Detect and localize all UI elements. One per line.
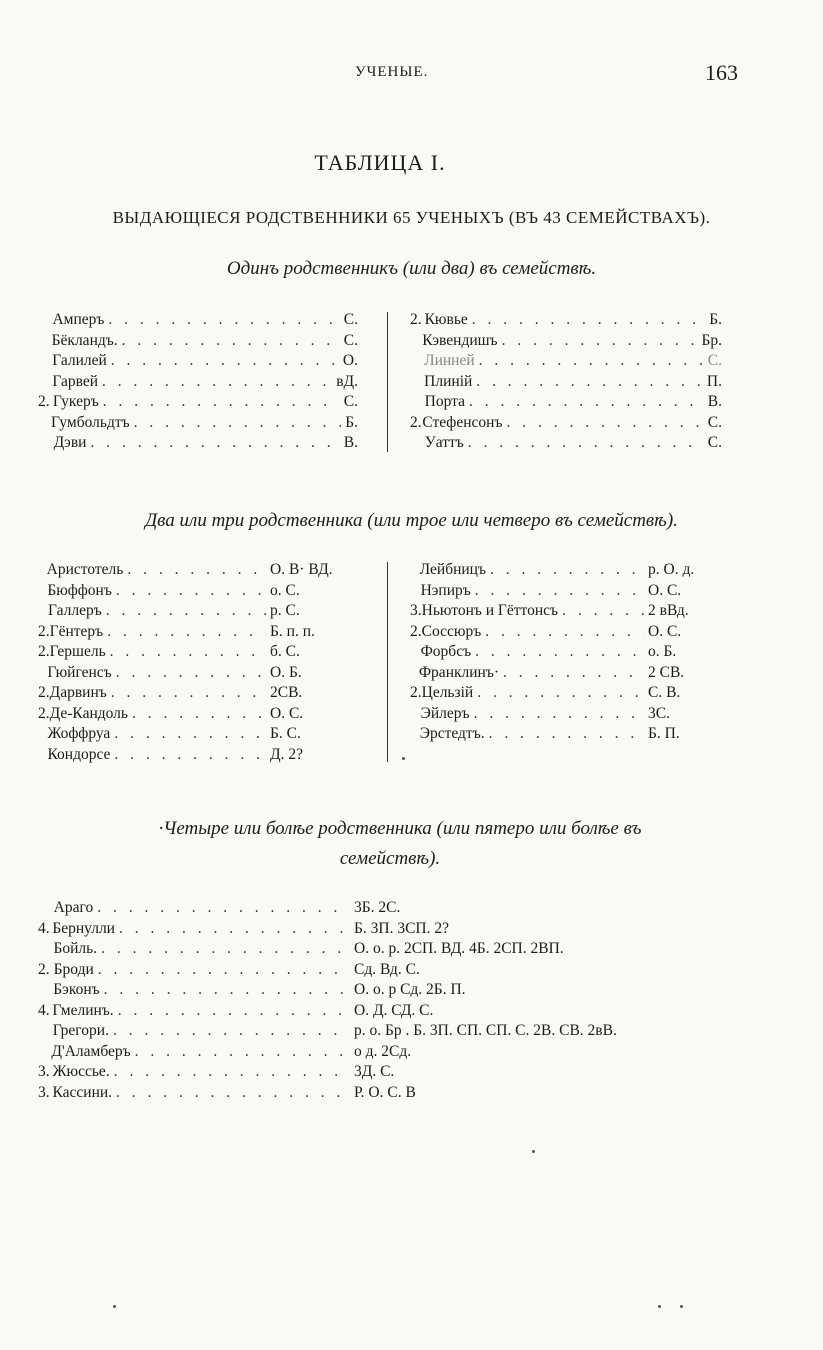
entry-number: 3.	[38, 1063, 50, 1080]
relatives-code: Сд. Вд. С.	[354, 960, 420, 978]
entry-number	[410, 642, 421, 663]
scientist-name: Гершель	[49, 643, 106, 660]
scientist-name: Кювье	[424, 311, 468, 328]
list-item	[38, 351, 358, 372]
relatives-code: С.	[707, 413, 722, 431]
column-divider	[387, 562, 388, 762]
section3-heading-line2: семействѣ).	[339, 848, 441, 869]
list-item	[38, 960, 778, 981]
scientist-name: Бюффонъ	[47, 581, 112, 599]
scientist-name: Кондорсе	[47, 745, 111, 763]
relatives-code: Д. 2?	[270, 745, 303, 763]
leader-dots	[471, 581, 644, 602]
scientist-name: Франклинъ·	[418, 663, 500, 681]
scientist-name: Де-Кандоль	[49, 704, 128, 722]
relatives-code: р. о. Бр . Б. 3П. СП. СП. С. 2В. СВ. 2вВ.	[354, 1022, 617, 1039]
scientist-name: Гумбольдтъ	[50, 413, 130, 431]
list-item	[38, 939, 778, 960]
list-item	[410, 433, 722, 454]
scientist-name: Дэви	[53, 434, 87, 451]
scientist-name: Гёнтеръ	[49, 622, 104, 640]
scientist-name: Стефенсонъ	[422, 413, 503, 431]
relatives-code: о. Б.	[648, 643, 677, 660]
entry-number	[410, 351, 424, 372]
scientist-name: Цельзій	[421, 684, 474, 701]
entry-number	[38, 1021, 53, 1042]
list-item	[410, 581, 728, 602]
scientist-name: Ньютонъ и Гёттонсъ	[421, 602, 559, 619]
scientist-name: Араго	[53, 899, 94, 916]
scientist-name: Порта	[424, 393, 466, 410]
list-item	[38, 683, 368, 704]
list-item	[410, 601, 728, 622]
leader-dots	[110, 1062, 348, 1083]
entry-number	[38, 939, 53, 960]
relatives-code: Р. О. С. В	[354, 1083, 416, 1101]
relatives-code: С. В.	[648, 684, 681, 701]
entry-number: 4.	[38, 1001, 50, 1019]
leader-dots	[464, 433, 704, 454]
entry-number	[410, 663, 419, 684]
section2-heading: Два или три родственника (или трое или четверо въ семействѣ).	[145, 510, 678, 531]
relatives-code: Б.	[345, 413, 358, 431]
list-item	[38, 704, 368, 725]
entry-number	[38, 601, 48, 622]
scientist-name: Жоффруа	[47, 725, 111, 742]
leader-dots	[131, 1042, 348, 1063]
relatives-code: О. Д. СД. С.	[354, 1001, 434, 1019]
page-number: 163	[705, 60, 738, 85]
scientist-name: Бэконъ	[53, 981, 100, 998]
entry-number: 2.	[410, 311, 422, 328]
relatives-code: О. Б.	[270, 663, 302, 681]
entry-number	[38, 724, 47, 745]
scientist-name: Соссюръ	[421, 622, 482, 640]
entry-number: 2.	[38, 393, 50, 410]
leader-dots	[98, 372, 332, 393]
scientist-name: Амперъ	[52, 311, 105, 328]
section2-left-list	[38, 560, 368, 765]
relatives-code: Б. 3П. 3СП. 2?	[354, 919, 450, 937]
relatives-code: 2 вВд.	[648, 602, 689, 619]
list-item	[410, 642, 728, 663]
list-item	[410, 683, 728, 704]
relatives-code: о. С.	[270, 581, 300, 599]
leader-dots	[468, 310, 705, 331]
relatives-code: о д. 2Сд.	[354, 1042, 412, 1060]
entry-number	[38, 980, 53, 1001]
scientist-name: Дарвинъ	[49, 684, 107, 701]
entry-number: 2.	[38, 622, 50, 640]
list-item	[38, 601, 368, 622]
leader-dots	[109, 1021, 348, 1042]
leader-dots	[502, 413, 703, 434]
section1-left-list	[38, 310, 358, 454]
leader-dots	[486, 560, 644, 581]
entry-number: 2.	[410, 684, 422, 701]
list-item	[410, 704, 728, 725]
scientist-name: Жюссье.	[52, 1063, 110, 1080]
relatives-code: 3С.	[648, 704, 670, 722]
relatives-code: Б. П.	[648, 725, 680, 742]
list-item	[38, 433, 358, 454]
scientist-name: Гукеръ	[52, 393, 99, 410]
ink-speck	[402, 757, 405, 760]
table-title: ТАБЛИЦА I.	[314, 150, 446, 175]
leader-dots	[118, 331, 340, 352]
scientist-name: Кэвендишъ	[422, 331, 498, 349]
list-item	[410, 413, 722, 434]
leader-dots	[465, 392, 704, 413]
scientist-name: Лейбницъ	[419, 561, 486, 578]
entry-number: 3.	[410, 602, 422, 619]
list-item	[38, 898, 778, 919]
section1-heading: Одинъ родственникъ (или два) въ семействѣ.	[226, 258, 597, 279]
relatives-code: О. С.	[270, 704, 304, 722]
ink-speck	[658, 1305, 661, 1308]
list-item	[38, 642, 368, 663]
entry-number	[38, 433, 54, 454]
list-item	[38, 663, 368, 684]
ink-speck	[113, 1305, 116, 1308]
leader-dots	[112, 663, 266, 684]
leader-dots	[106, 642, 266, 663]
leader-dots	[558, 601, 644, 622]
list-item	[38, 372, 358, 393]
relatives-code: Б. п. п.	[270, 622, 315, 640]
list-item	[410, 724, 728, 745]
scientist-name: Гмелинъ.	[52, 1001, 114, 1019]
relatives-code: С.	[343, 311, 358, 328]
leader-dots	[470, 704, 644, 725]
entry-number	[410, 372, 424, 393]
scientist-name: Линней	[424, 352, 475, 369]
leader-dots	[110, 745, 266, 766]
ink-speck	[680, 1305, 683, 1308]
entry-number	[38, 310, 52, 331]
relatives-code: В.	[707, 393, 722, 410]
list-item	[38, 980, 778, 1001]
scientist-name: Бернулли	[52, 919, 115, 937]
relatives-code: О. С.	[648, 622, 682, 640]
entry-number	[38, 1042, 51, 1063]
relatives-code: р. О. д.	[648, 561, 695, 578]
leader-dots	[99, 392, 340, 413]
section3-table	[38, 898, 778, 1103]
leader-dots	[100, 980, 348, 1001]
entry-number	[38, 581, 47, 602]
list-item	[38, 1001, 778, 1022]
scientist-name: Гарвей	[52, 372, 98, 390]
leader-dots	[107, 683, 266, 704]
scientist-name: Гюйгенсъ	[47, 663, 112, 681]
relatives-code: О. о. р Сд. 2Б. П.	[354, 981, 466, 998]
scientist-name: Кассини.	[52, 1083, 113, 1101]
leader-dots	[114, 1001, 348, 1022]
list-item	[38, 724, 368, 745]
leader-dots	[130, 413, 342, 434]
relatives-code: П.	[706, 372, 722, 390]
entry-number	[410, 392, 425, 413]
entry-number	[38, 372, 52, 393]
entry-number	[410, 560, 420, 581]
scientist-name: Броди	[53, 960, 94, 978]
entry-number: 3.	[38, 1083, 50, 1101]
list-item	[38, 745, 368, 766]
running-head: УЧЕНЫЕ.	[355, 64, 429, 80]
entry-number	[38, 413, 51, 434]
leader-dots	[110, 724, 266, 745]
entry-number: 2.	[410, 413, 422, 431]
list-item	[410, 310, 722, 331]
list-item	[38, 622, 368, 643]
list-item	[38, 581, 368, 602]
list-item	[38, 392, 358, 413]
leader-dots	[472, 372, 703, 393]
leader-dots	[123, 560, 266, 581]
leader-dots	[104, 310, 339, 331]
relatives-code: С.	[707, 352, 722, 369]
list-item	[410, 392, 722, 413]
entry-number	[38, 663, 47, 684]
entry-number: 2.	[38, 684, 50, 701]
leader-dots	[97, 939, 348, 960]
leader-dots	[94, 960, 348, 981]
leader-dots	[473, 683, 644, 704]
list-item	[38, 1083, 778, 1104]
list-item	[38, 331, 358, 352]
scientist-name: Галилей	[52, 352, 107, 369]
entry-number	[38, 745, 47, 766]
leader-dots	[498, 331, 698, 352]
leader-dots	[475, 351, 704, 372]
scientist-name: Уаттъ	[424, 434, 464, 451]
entry-number: 2.	[410, 622, 422, 640]
leader-dots	[103, 622, 266, 643]
relatives-code: С.	[707, 434, 722, 451]
list-item	[38, 1042, 778, 1063]
relatives-code: С.	[343, 331, 358, 349]
column-divider	[387, 312, 388, 452]
list-item	[410, 372, 722, 393]
scientist-name: Эйлеръ	[420, 704, 470, 722]
relatives-code: Б.	[709, 311, 722, 328]
entry-number	[410, 581, 421, 602]
leader-dots	[499, 663, 644, 684]
relatives-code: О. С.	[648, 581, 682, 599]
section3-heading: ·Четыре или болѣе родственника (или пятеро или болѣе въ	[158, 818, 642, 839]
section2-right-list	[410, 560, 728, 745]
relatives-code: 3Д. С.	[354, 1063, 395, 1080]
list-item	[410, 351, 722, 372]
entry-number	[410, 704, 421, 725]
entry-number	[38, 351, 52, 372]
leader-dots	[107, 351, 339, 372]
entry-number	[410, 724, 420, 745]
entry-number: 2.	[38, 960, 50, 978]
list-item	[38, 310, 358, 331]
list-item	[38, 413, 358, 434]
leader-dots	[471, 642, 644, 663]
leader-dots	[112, 581, 266, 602]
leader-dots	[481, 622, 644, 643]
leader-dots	[128, 704, 266, 725]
list-item	[410, 663, 728, 684]
entry-number	[38, 560, 47, 581]
list-item	[410, 331, 722, 352]
scientist-name: Форбсъ	[420, 643, 472, 660]
entry-number: 4.	[38, 919, 50, 937]
ink-speck	[532, 1150, 535, 1153]
entry-number	[410, 433, 425, 454]
list-item	[38, 1062, 778, 1083]
relatives-code: О. о. р. 2СП. ВД. 4Б. 2СП. 2ВП.	[354, 940, 564, 957]
relatives-code: 2СВ.	[270, 684, 303, 701]
scientist-name: Бёкландъ.	[51, 331, 118, 349]
relatives-code: Бр.	[701, 331, 722, 349]
list-item	[38, 919, 778, 940]
scientist-name: Плиній	[424, 372, 473, 390]
scientist-name: Грегори.	[52, 1022, 109, 1039]
relatives-code: О. В· ВД.	[270, 561, 333, 578]
scientist-name: Бойль.	[53, 940, 98, 957]
scientist-name: Д'Аламберъ	[51, 1042, 131, 1060]
list-item	[410, 622, 728, 643]
relatives-code: вД.	[336, 372, 358, 390]
relatives-code: Б. С.	[270, 725, 301, 742]
relatives-code: р. С.	[270, 602, 300, 619]
relatives-code: С.	[343, 393, 358, 410]
entry-number: 2.	[38, 704, 50, 722]
leader-dots	[115, 919, 348, 940]
scientist-name: Галлеръ	[48, 602, 102, 619]
leader-dots	[86, 433, 339, 454]
entry-number	[38, 331, 52, 352]
entry-number	[38, 898, 54, 919]
leader-dots	[485, 724, 644, 745]
relatives-code: О.	[342, 352, 358, 369]
list-item	[38, 1021, 778, 1042]
list-item	[410, 560, 728, 581]
entry-number: 2.	[38, 643, 50, 660]
relatives-code: 3Б. 2С.	[354, 899, 401, 916]
scientist-name: Эрстедтъ.	[419, 725, 485, 742]
table-subtitle: ВЫДАЮЩІЕСЯ РОДСТВЕННИКИ 65 УЧЕНЫХЪ (ВЪ 43 СЕМЕЙСТВАХЪ).	[112, 208, 711, 227]
relatives-code: б. С.	[270, 643, 300, 660]
list-item	[38, 560, 368, 581]
leader-dots	[93, 898, 348, 919]
relatives-code: 2 СВ.	[648, 663, 685, 681]
entry-number	[410, 331, 422, 352]
scientist-name: Нэпиръ	[420, 581, 471, 599]
relatives-code: В.	[343, 434, 358, 451]
leader-dots	[102, 601, 266, 622]
leader-dots	[112, 1083, 348, 1104]
scientist-name: Аристотель	[46, 561, 124, 578]
section1-right-list	[410, 310, 722, 454]
